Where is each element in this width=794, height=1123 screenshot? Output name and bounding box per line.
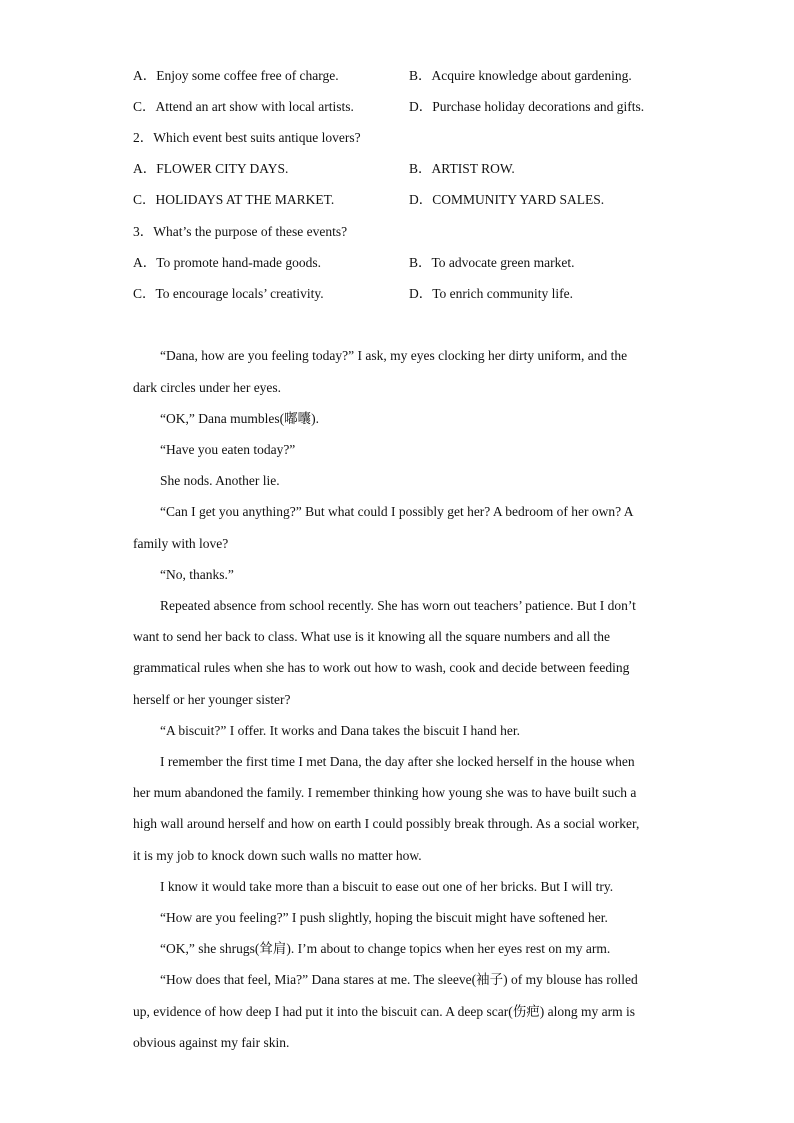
passage-line: “Can I get you anything?” But what could I possibly get her? A bedroom of her own? A [160, 504, 634, 519]
passage-line: obvious against my fair skin. [133, 1035, 290, 1050]
passage-line: high wall around herself and how on earth I could possibly break through. As a social worker, [133, 816, 640, 831]
passage-line: it is my job to knock down such walls no matter how. [133, 848, 422, 863]
q3-option-b: B．To advocate green market. [409, 255, 575, 270]
q2-option-a: A．FLOWER CITY DAYS. [133, 161, 289, 176]
passage-line: “OK,” Dana mumbles(嘟囔). [160, 411, 319, 426]
passage-line: dark circles under her eyes. [133, 380, 282, 395]
q1-option-a: A．Enjoy some coffee free of charge. [133, 68, 339, 83]
passage-line: I know it would take more than a biscuit to ease out one of her bricks. But I will try. [160, 879, 614, 894]
passage-line: up, evidence of how deep I had put it into the biscuit can. A deep scar(伤疤) along my arm is [133, 1004, 635, 1019]
passage-line: “OK,” she shrugs(耸肩). I’m about to change topics when her eyes rest on my arm. [160, 941, 611, 956]
passage-line: “Have you eaten today?” [160, 442, 296, 457]
q2-stem: 2．Which event best suits antique lovers? [133, 130, 361, 145]
passage-line: “A biscuit?” I offer. It works and Dana takes the biscuit I hand her. [160, 723, 521, 738]
q3-option-d: D．To enrich community life. [409, 286, 574, 301]
passage-line: grammatical rules when she has to work out how to wash, cook and decide between feeding [133, 660, 630, 675]
q2-option-c: C．HOLIDAYS AT THE MARKET. [133, 192, 335, 207]
q3-stem: 3．What’s the purpose of these events? [133, 224, 348, 239]
q1-option-b: B．Acquire knowledge about gardening. [409, 68, 632, 83]
passage-line: She nods. Another lie. [160, 473, 280, 488]
q3-option-c: C．To encourage locals’ creativity. [133, 286, 324, 301]
q2-option-d: D．COMMUNITY YARD SALES. [409, 192, 605, 207]
passage-line: her mum abandoned the family. I remember thinking how young she was to have built such a [133, 785, 637, 800]
q1-option-c: C．Attend an art show with local artists. [133, 99, 354, 114]
q3-option-a: A．To promote hand-made goods. [133, 255, 322, 270]
passage-line: “Dana, how are you feeling today?” I ask, my eyes clocking her dirty uniform, and the [160, 348, 628, 363]
passage-line: I remember the first time I met Dana, the day after she locked herself in the house when [160, 754, 635, 769]
passage-line: herself or her younger sister? [133, 692, 291, 707]
passage-line: family with love? [133, 536, 229, 551]
q1-option-d: D．Purchase holiday decorations and gifts. [409, 99, 645, 114]
passage-line: “How are you feeling?” I push slightly, hoping the biscuit might have softened her. [160, 910, 608, 925]
q2-option-b: B．ARTIST ROW. [409, 161, 515, 176]
passage-line: Repeated absence from school recently. She has worn out teachers’ patience. But I don’t [160, 598, 636, 613]
passage-line: want to send her back to class. What use is it knowing all the square numbers and all the [133, 629, 611, 644]
passage-line: “No, thanks.” [160, 567, 234, 582]
passage-line: “How does that feel, Mia?” Dana stares at me. The sleeve(袖子) of my blouse has rolled [160, 972, 638, 987]
